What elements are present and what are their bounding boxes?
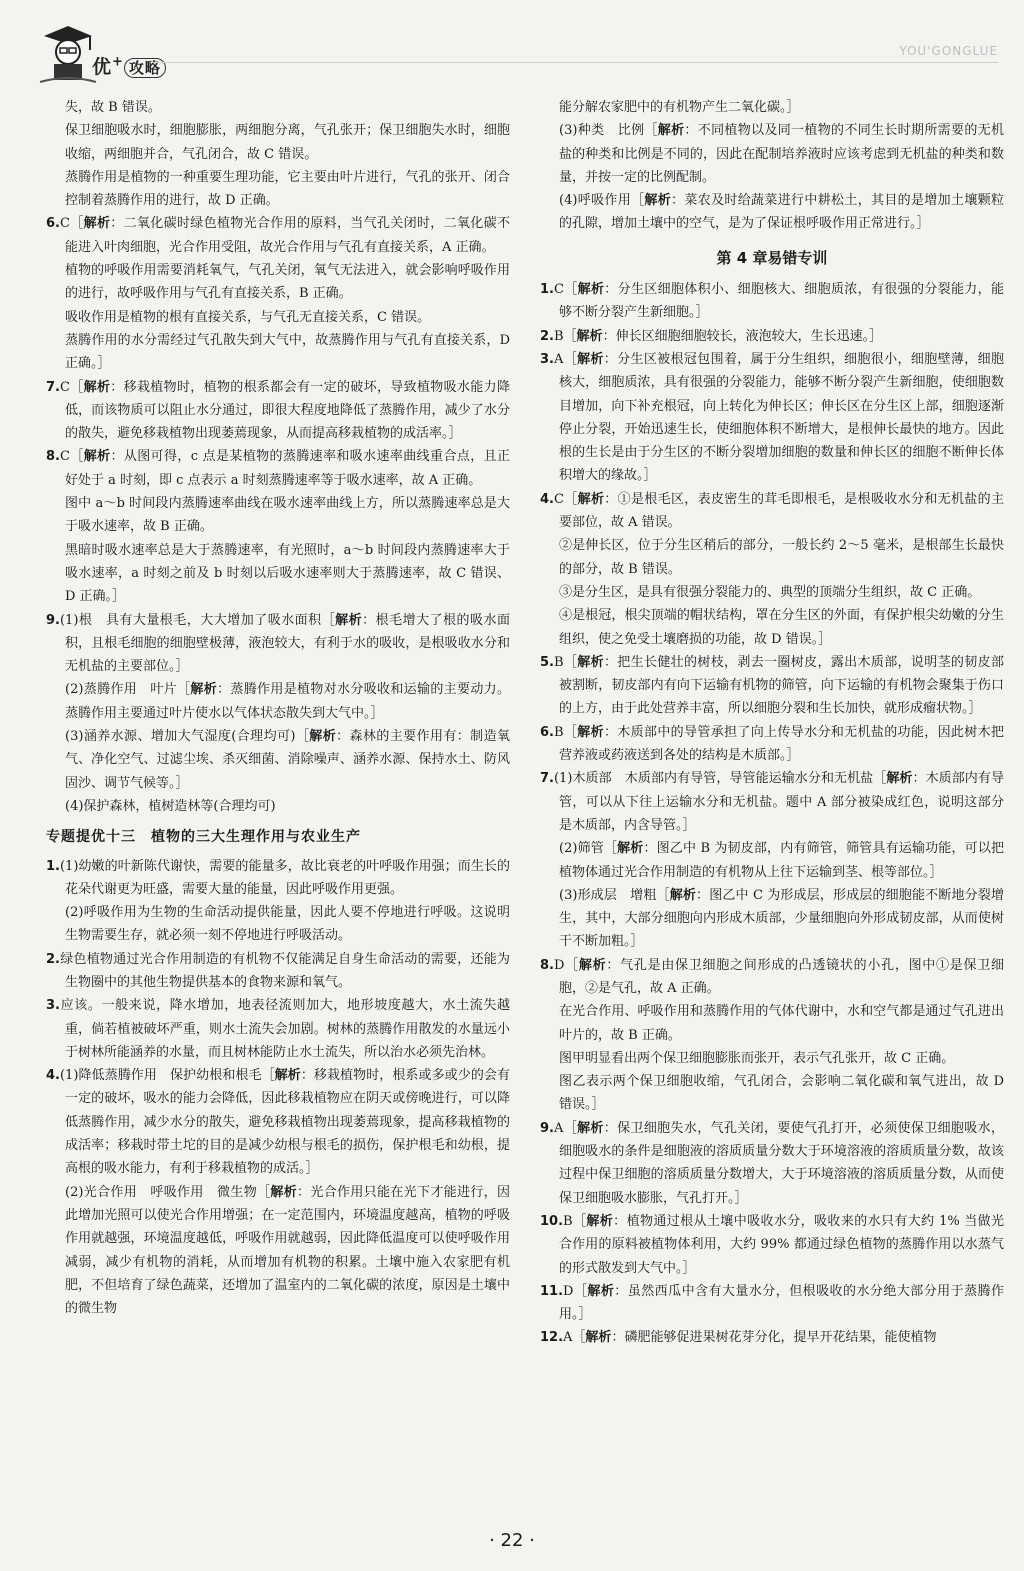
body-text: ：不同植物以及同一植物的不同生长时期所需要的无机盐的种类和比例是不同的，因此在配制培养液时应该考虑到无机盐的种类和数量，并按一定的比例配制。 xyxy=(559,123,1004,185)
body-text: 蒸腾作用的水分需经过气孔散失到大气中，故蒸腾作用与气孔有直接关系，D 正确。］ xyxy=(65,332,510,372)
answer-text: (2)光合作用 呼吸作用 微生物［ xyxy=(65,1184,271,1200)
header-rule xyxy=(150,62,998,63)
analysis-label: 解析 xyxy=(577,724,604,740)
body-text: 专题提优十三 植物的三大生理作用与农业生产 xyxy=(46,829,361,846)
answer-paragraph xyxy=(46,994,510,1064)
question-number: 3. xyxy=(540,351,554,367)
analysis-label: 解析 xyxy=(585,1330,612,1346)
question-number: 2. xyxy=(46,951,60,967)
brand-pinyin: YOU'GONGLUE xyxy=(899,44,998,58)
body-text: 图中 a～b 时间段内蒸腾速率曲线在吸水速率曲线上方，所以蒸腾速率总是大于吸水速率，故 B 正确。 xyxy=(65,496,510,535)
question-number: 3. xyxy=(46,998,60,1014)
body-text: ：移栽植物时，植物的根系都会有一定的破坏，导致植物吸水能力降低，而该物质可以阻止水分通过，即很大程度地降低了蒸腾作用，减少了水分的散失，避免移栽植物出现萎蔫现象，从而提高移栽植物的成活率。］ xyxy=(65,379,510,442)
body-text: ：菜农及时给蔬菜进行中耕松土，其目的是增加土壤颗粒的孔隙，增加土壤中的空气，是为了保证根呼吸作用正常进行。］ xyxy=(559,193,1004,232)
body-text: 能分解农家肥中的有机物产生二氧化碳。］ xyxy=(559,100,800,115)
answer-text: (3)形成层 增粗［ xyxy=(559,887,670,903)
answer-paragraph xyxy=(46,96,510,119)
body-text: 图乙表示两个保卫细胞收缩，气孔闭合，会影响二氧化碳和氧气进出，故 D 错误。］ xyxy=(559,1074,1004,1113)
body-text: 吸收作用是植物的根有直接关系，与气孔无直接关系，C 错误。 xyxy=(65,309,431,325)
answer-paragraph xyxy=(540,1047,1004,1070)
answer-paragraph xyxy=(540,348,1004,488)
answer-paragraph xyxy=(540,1326,1004,1349)
answer-text: (2)筛管［ xyxy=(559,841,618,857)
answer-paragraph xyxy=(540,488,1004,535)
answer-text: C［ xyxy=(59,449,84,465)
student-mascot-icon xyxy=(38,22,98,84)
answer-paragraph xyxy=(46,119,510,166)
body-text: ④是根冠，根尖顶端的帽状结构，罩在分生区的外面，有保护根尖幼嫩的分生组织，使之免受土壤磨损的功能，故 D 错误。］ xyxy=(559,608,1004,647)
answer-paragraph xyxy=(46,1181,510,1321)
answer-paragraph xyxy=(46,725,510,795)
answer-paragraph xyxy=(540,581,1004,604)
body-text: ：植物通过根从土壤中吸收水分，吸收来的水只有大约 1% 当做光合作用的原料被植物体利用，大约 99% 都通过绿色植物的蒸腾作用以水蒸气的形式散发到大气中。］ xyxy=(559,1213,1004,1276)
analysis-label: 解析 xyxy=(657,123,685,139)
body-text: 蒸腾作用是植物的一种重要生理功能，它主要由叶片进行，气孔的张开、闭合控制着蒸腾作用的进行，故 D 正确。 xyxy=(65,169,510,209)
left-column xyxy=(46,96,510,1320)
body-text: 第 4 章易错专训 xyxy=(716,248,828,267)
answer-paragraph xyxy=(46,376,510,446)
analysis-label: 解析 xyxy=(577,1120,604,1136)
body-text: ：图乙中 C 为形成层，形成层的细胞能不断地分裂增生，其中，大部分细胞向内形成木质部，少量细胞向外形成韧皮部，从而使树干不断加粗。］ xyxy=(559,887,1004,950)
analysis-label: 解析 xyxy=(577,654,604,670)
body-text: ：从图可得，c 点是某植物的蒸腾速率和吸水速率曲线重合点，且正好处于 a 时刻，即 c 点表示 a 时刻蒸腾速率等于吸水速率，故 A 正确。 xyxy=(65,449,510,488)
body-text: ：伸长区细胞细胞较长，液泡较大，生长迅速。］ xyxy=(602,328,883,344)
answer-paragraph xyxy=(540,651,1004,721)
body-text: 保卫细胞吸水时，细胞膨胀，两细胞分离，气孔张开；保卫细胞失水时，细胞收缩，两细胞并合，气孔闭合，故 C 错误。 xyxy=(65,123,510,162)
answer-text: (1)木质部 木质部内有导管，导管能运输水分和无机盐［ xyxy=(553,771,887,787)
body-text: 图甲明显看出两个保卫细胞膨胀而张开，表示气孔张开，故 C 正确。 xyxy=(559,1050,955,1066)
body-text: ：把生长健壮的树枝，剥去一圈树皮，露出木质部，说明茎的韧皮部被割断，韧皮部内有向下运输有机物的筛管，向下运输的有机物会聚集于伤口的上方，由于此处营养丰富，所以细胞分裂和生长加快，就形成瘤状物。］ xyxy=(559,654,1004,717)
answer-text: C［ xyxy=(59,379,84,395)
question-number: 4. xyxy=(540,491,554,507)
body-text: ：气孔是由保卫细胞之间形成的凸透镜状的小孔，图中①是保卫细胞，②是气孔，故 A 正确。 xyxy=(559,957,1004,996)
analysis-label: 解析 xyxy=(83,379,111,395)
analysis-label: 解析 xyxy=(190,682,218,698)
answer-text: A［ xyxy=(553,351,578,367)
body-text: ：木质部内有导管，可以从下往上运输水分和无机盐。题中 A 部分被染成红色，说明这部分是木质部，内含导管。］ xyxy=(559,771,1004,833)
question-number: 11. xyxy=(540,1283,564,1299)
analysis-label: 解析 xyxy=(274,1068,301,1084)
answer-paragraph xyxy=(540,534,1004,581)
body-text: ：虽然西瓜中含有大量水分，但根吸收的水分绝大部分用于蒸腾作用。］ xyxy=(559,1283,1004,1323)
body-text: (2)呼吸作用为生物的生命活动提供能量，因此人要不停地进行呼吸。这说明生物需要生存，就必须一刻不停地进行呼吸活动。 xyxy=(65,905,510,944)
answer-text: B［ xyxy=(553,724,578,740)
answer-text: A［ xyxy=(563,1330,586,1346)
answer-paragraph xyxy=(46,306,510,329)
answer-paragraph xyxy=(540,119,1004,189)
answer-paragraph xyxy=(46,901,510,948)
answer-paragraph xyxy=(540,1000,1004,1047)
question-number: 2. xyxy=(540,328,554,344)
answer-text: (1)根 具有大量根毛，大大增加了吸水面积［ xyxy=(59,612,336,628)
answer-paragraph xyxy=(46,795,510,818)
question-number: 8. xyxy=(540,957,554,973)
answer-paragraph xyxy=(46,539,510,609)
analysis-label: 解析 xyxy=(335,612,363,628)
answer-paragraph xyxy=(540,767,1004,837)
body-text: ：图乙中 B 为韧皮部，内有筛管，筛管具有运输功能，可以把植物体通过光合作用制造的有机物从上往下运输到茎、根等部位。］ xyxy=(559,841,1004,880)
answer-paragraph xyxy=(540,278,1004,325)
analysis-label: 解析 xyxy=(576,328,603,344)
analysis-label: 解析 xyxy=(577,351,604,367)
question-number: 6. xyxy=(540,724,554,740)
answer-text: (3)种类 比例［ xyxy=(559,123,658,139)
body-text: 黑暗时吸水速率总是大于蒸腾速率，有光照时，a～b 时间段内蒸腾速率大于吸水速率，a 时刻之前及 b 时刻以后吸水速率则大于蒸腾速率，故 C 错误、D 正确。］ xyxy=(65,542,510,605)
question-number: 8. xyxy=(46,449,60,465)
answer-paragraph xyxy=(46,609,510,679)
answer-paragraph xyxy=(540,325,1004,348)
answer-paragraph xyxy=(46,166,510,213)
body-text: 应该。一般来说，降水增加，地表径流则加大，地形坡度越大，水土流失越重，倘若植被破坏严重，则水土流失会加剧。树林的蒸腾作用散发的水量远小于树林所能涵养的水量，而且树林能防止水土流失，所以治水必须先治林。 xyxy=(59,998,510,1060)
answer-paragraph xyxy=(540,189,1004,236)
body-text: ：分生区细胞体积小、细胞核大、细胞质浓，有很强的分裂能力，能够不断分裂产生新细胞。］ xyxy=(559,282,1004,321)
body-text: ：分生区被根冠包围着，属于分生组织，细胞很小，细胞壁薄，细胞核大，细胞质浓，具有很强的分裂能力，能够不断分裂产生新细胞，使细胞数目增加，向下补充根冠，向上转化为伸长区；伸长区在分生区上部，细胞逐渐停止分裂，开始迅速生长，使细胞体积不断增大，是根伸长最快的地方。因此根的生长是由于分生区的不断分裂增加细胞的数量和伸长区的细胞不断伸长体积增大的缘故。］ xyxy=(559,351,1004,484)
answer-paragraph xyxy=(540,1117,1004,1210)
answer-text: (3)涵养水源、增加大气湿度(合理均可)［ xyxy=(65,729,310,745)
answer-text: C［ xyxy=(553,491,578,507)
body-text: ：移栽植物时，根系或多或少的会有一定的破坏，吸水的能力会降低，因此移栽植物应在阴天或傍晚进行，可以降低蒸腾作用，减少水分的散失，避免移栽植物出现萎蔫现象，提高移栽植物的成活率；移栽时带土坨的目的是减少幼根与根毛的损伤，保护根毛和幼根，提高根的吸水能力，有利于移栽植物的成活。］ xyxy=(65,1068,510,1177)
answer-paragraph xyxy=(540,884,1004,954)
body-text: ：光合作用只能在光下才能进行，因此增加光照可以使光合作用增强；在一定范围内，环境温度越高，植物的呼吸作用就越强，环境温度越低，呼吸作用就越弱，因此降低温度可以使呼吸作用减弱，减少有机物的消耗，从而增加有机物的积累。土壤中施入农家肥有机肥，不但培育了绿色蔬菜，还增加了温室内的二氧化碳的浓度，原因是土壤中的微生物 xyxy=(65,1184,510,1317)
section-heading xyxy=(540,247,1004,270)
body-text: ：磷肥能够促进果树花芽分化，提早开花结果，能使植物 xyxy=(611,1330,937,1346)
body-text: ：保卫细胞失水，气孔关闭，要使气孔打开，必须使保卫细胞吸水，细胞吸水的条件是细胞液的溶质质量分数大于环境溶液的溶质质量分数，故该过程中保卫细胞的溶质质量分数增大，大于环境溶液的溶质质量分数，从而使保卫细胞吸水膨胀，气孔打开。］ xyxy=(559,1120,1004,1206)
answer-paragraph xyxy=(46,948,510,995)
answer-paragraph xyxy=(540,721,1004,768)
body-text: ：根毛增大了根的吸水面积，且根毛细胞的细胞壁极薄，液泡较大，有利于水的吸收，是根吸收水分和无机盐的主要部位。］ xyxy=(65,612,510,675)
analysis-label: 解析 xyxy=(886,771,913,787)
body-text: ：二氧化碳时绿色植物光合作用的原料，当气孔关闭时，二氧化碳不能进入叶肉细胞，光合作用受阻，故光合作用与气孔有直接关系，A 正确。 xyxy=(65,216,510,255)
brand-logo: 优+ 攻略 xyxy=(92,52,166,79)
analysis-label: 解析 xyxy=(587,1283,615,1299)
question-number: 10. xyxy=(540,1213,564,1229)
body-text: 在光合作用、呼吸作用和蒸腾作用的气体代谢中，水和空气都是通过气孔进出叶片的，故 B 正确。 xyxy=(559,1004,1004,1043)
analysis-label: 解析 xyxy=(669,887,697,903)
topic-heading xyxy=(46,826,510,849)
answer-paragraph xyxy=(540,96,1004,119)
answer-paragraph xyxy=(540,604,1004,651)
answer-text: D［ xyxy=(553,957,579,973)
answer-paragraph xyxy=(540,954,1004,1001)
body-text: 植物的呼吸作用需要消耗氧气，气孔关闭，氧气无法进入，就会影响呼吸作用的进行，故呼吸作用与气孔有直接关系，B 正确。 xyxy=(65,263,510,302)
question-number: 5. xyxy=(540,654,554,670)
body-text: ：森林的主要作用有：制造氧气、净化空气、过滤尘埃、杀灭细菌、消除噪声、涵养水源、保持水土、防风固沙、调节气候等。］ xyxy=(65,729,510,791)
analysis-label: 解析 xyxy=(270,1184,298,1200)
answer-text: C［ xyxy=(59,216,84,232)
analysis-label: 解析 xyxy=(83,216,111,232)
question-number: 9. xyxy=(540,1120,554,1136)
answer-text: B［ xyxy=(553,328,577,344)
answer-paragraph xyxy=(540,837,1004,884)
answer-paragraph xyxy=(540,1070,1004,1117)
body-text: ②是伸长区，位于分生区稍后的部分，一般长约 2～5 毫米，是根部生长最快的部分，故 B 错误。 xyxy=(559,538,1004,577)
answer-text: D［ xyxy=(563,1283,588,1299)
question-number: 1. xyxy=(540,282,554,298)
body-text: ：①是根毛区，表皮密生的茸毛即根毛，是根吸收水分和无机盐的主要部位，故 A 错误。 xyxy=(559,491,1004,531)
analysis-label: 解析 xyxy=(644,193,672,209)
answer-text: B［ xyxy=(563,1213,587,1229)
right-column xyxy=(540,96,1004,1350)
answer-paragraph xyxy=(540,1210,1004,1280)
answer-paragraph xyxy=(46,492,510,539)
question-number: 7. xyxy=(540,771,554,787)
question-number: 1. xyxy=(46,858,60,874)
answer-text: (2)蒸腾作用 叶片［ xyxy=(65,682,191,698)
body-text: 失，故 B 错误。 xyxy=(65,100,161,115)
answer-paragraph xyxy=(46,678,510,725)
question-number: 12. xyxy=(540,1330,564,1346)
analysis-label: 解析 xyxy=(577,282,605,298)
answer-text: B［ xyxy=(553,654,578,670)
page-number: · 22 · xyxy=(489,1530,535,1551)
body-text: ：蒸腾作用是植物对水分吸收和运输的主要动力。蒸腾作用主要通过叶片使水以气体状态散失到大气中。］ xyxy=(65,682,510,721)
answer-text: (4)呼吸作用［ xyxy=(559,193,645,209)
analysis-label: 解析 xyxy=(578,957,607,973)
question-number: 6. xyxy=(46,216,60,232)
answer-paragraph xyxy=(46,1064,510,1180)
answer-paragraph xyxy=(46,212,510,259)
answer-paragraph xyxy=(46,855,510,902)
page-header xyxy=(0,0,1024,96)
answer-paragraph xyxy=(46,259,510,306)
answer-text: C［ xyxy=(553,282,578,298)
answer-paragraph xyxy=(46,445,510,492)
question-number: 9. xyxy=(46,612,60,628)
answer-text: A［ xyxy=(553,1120,578,1136)
body-text: (4)保护森林，植树造林等(合理均可) xyxy=(65,798,276,814)
body-text: ：木质部中的导管承担了向上传导水分和无机盐的功能，因此树木把营养液或药液送到各处的结构是木质部。］ xyxy=(559,724,1004,764)
answer-text: (1)降低蒸腾作用 保护幼根和根毛［ xyxy=(59,1068,275,1084)
body-text: ③是分生区，是具有很强分裂能力的、典型的顶端分生组织，故 C 正确。 xyxy=(559,584,981,600)
answer-paragraph xyxy=(540,1280,1004,1327)
question-number: 7. xyxy=(46,379,60,395)
analysis-label: 解析 xyxy=(577,491,605,507)
analysis-label: 解析 xyxy=(586,1213,614,1229)
analysis-label: 解析 xyxy=(617,841,644,857)
question-number: 4. xyxy=(46,1068,60,1084)
body-text: 绿色植物通过光合作用制造的有机物不仅能满足自身生命活动的需要，还能为生物圈中的其他生物提供基本的食物来源和氧气。 xyxy=(59,951,510,990)
answer-paragraph xyxy=(46,329,510,376)
analysis-label: 解析 xyxy=(309,729,337,745)
analysis-label: 解析 xyxy=(83,449,111,465)
body-text: (1)幼嫩的叶新陈代谢快，需要的能量多，故比衰老的叶呼吸作用强；而生长的花朵代谢更为旺盛，需要大量的能量，因此呼吸作用更强。 xyxy=(59,858,510,897)
